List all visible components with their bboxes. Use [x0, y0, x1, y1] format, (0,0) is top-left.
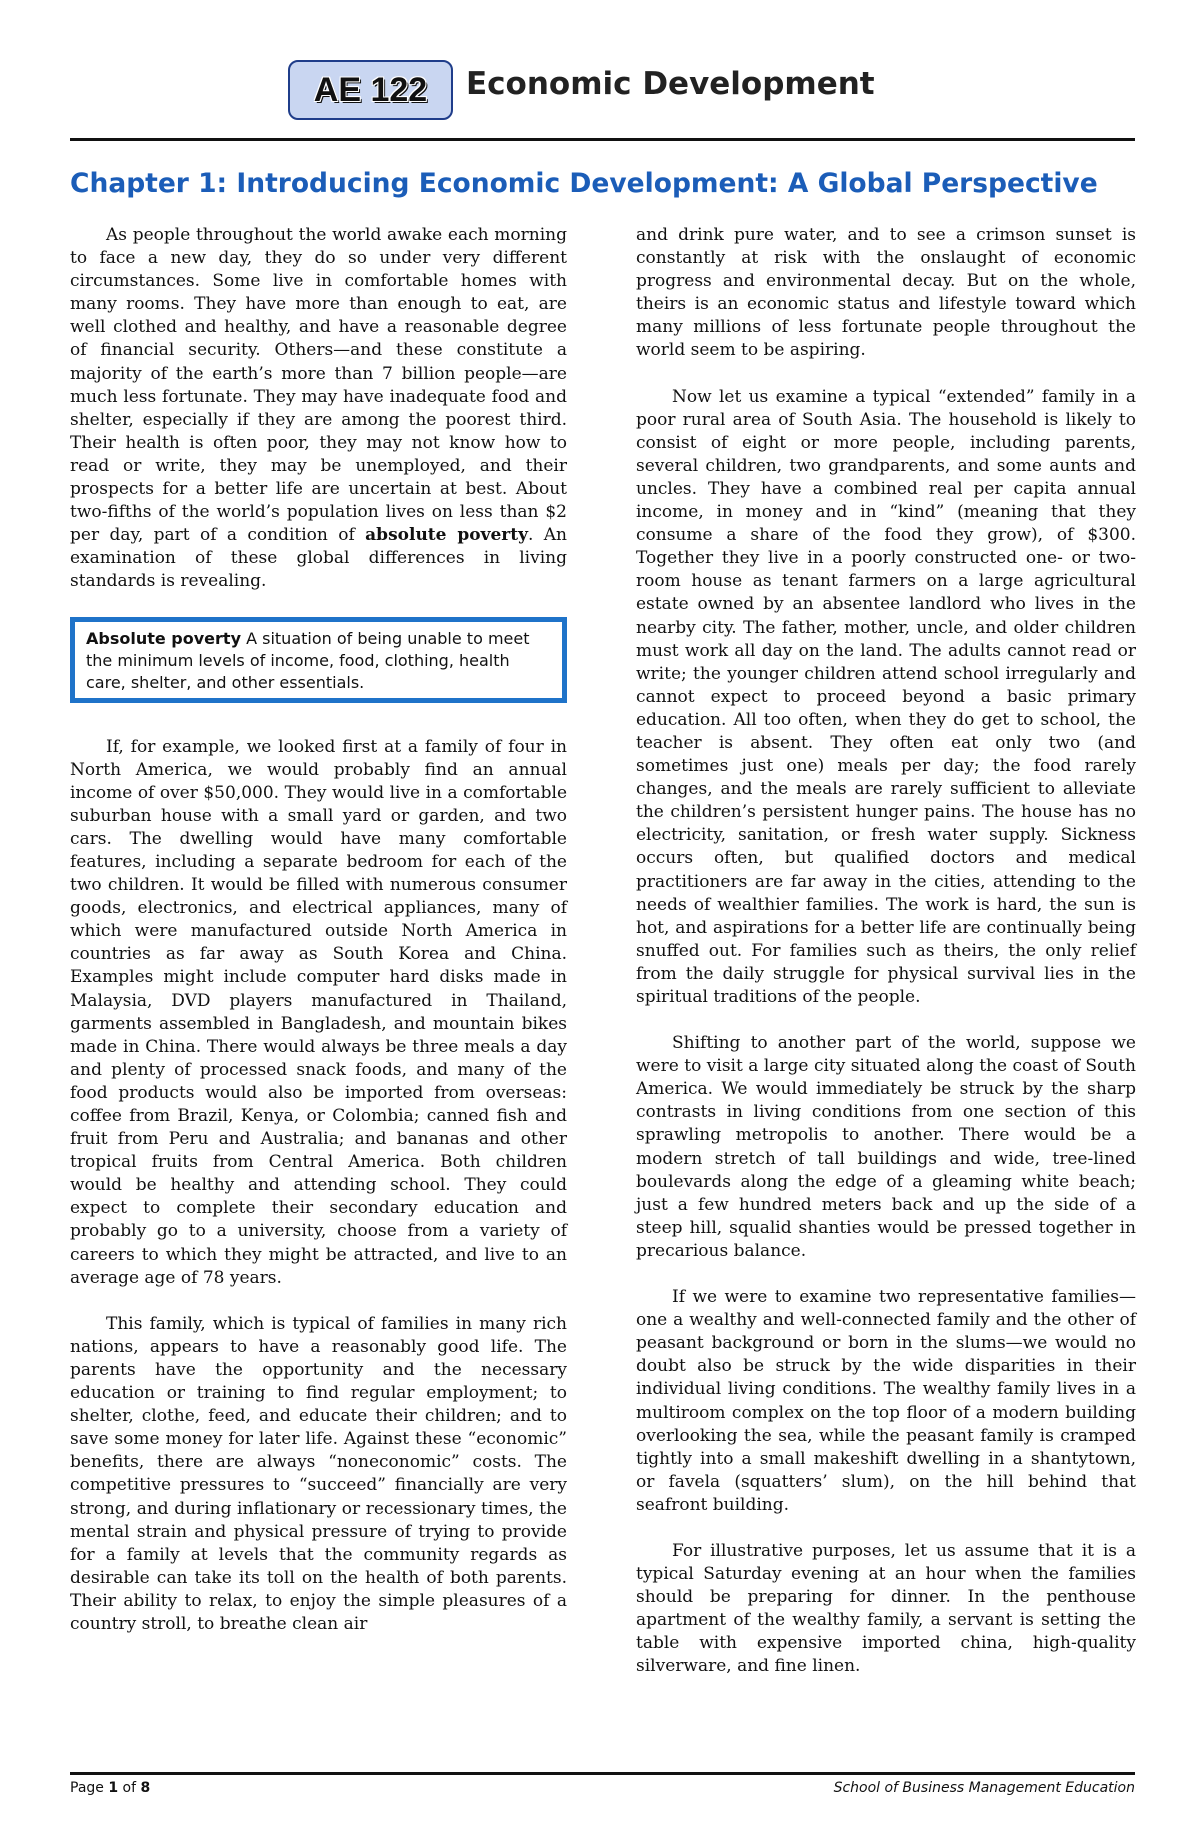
paragraph-continuation: and drink pure water, and to see a crimson sunset is constantly at risk with the onslaught of economic progress and environmental decay. But on the whole, theirs is an economic status and lifestyle toward which many millions of less fortunate people throughout the world seem to be aspiring.	[636, 225, 1136, 361]
school-name: School of Business Management Education	[833, 1780, 1135, 1796]
page-header	[70, 60, 1135, 140]
paragraph-two-families: If we were to examine two representative families—one a wealthy and well-connected family and the other of peasant background or born in the slums—we would no doubt also be struck by the wide disparities in their individual living conditions. The wealthy family lives in a multiroom complex on the top floor of a modern building overlooking the sea, while the peasant family is cramped tightly into a small makeshift dwelling in a shantytown, or favela (squatters’ slum), on the hill behind that seafront building.	[636, 1287, 1136, 1515]
page-total: 8	[140, 1780, 151, 1796]
key-term-absolute-poverty: absolute poverty	[365, 525, 528, 546]
header-divider	[70, 138, 1135, 141]
paragraph-north-america: If, for example, we looked first at a family of four in North America, we would probably find an annual income of over $50,000. They would live in a comfortable suburban house with a small yard or garden, and two cars. The dwelling would have many comfortable features, including a separate bedroom for each of the two children. It would be filled with numerous consumer goods, electronics, and electrical appliances, many of which were manufactured outside North America in countries as far away as South Korea and China. Examples might include computer hard disks made in Malaysia, DVD players manufactured in Thailand, garments assembled in Bangladesh, and mountain bikes made in China. There would always be three meals a day and plenty of processed snack foods, and many of the food products would also be imported from overseas: coffee from Brazil, Kenya, or Colombia; canned fish and fruit from Peru and Australia; and bananas and other tropical fruits from Central America. Both children would be healthy and attending school. They could expect to complete their secondary education and probably go to a university, choose from a variety of careers to which they might be attracted, and live to an average age of 78 years.	[70, 736, 567, 1288]
definition-box	[70, 617, 567, 703]
page-prefix: Page	[70, 1780, 109, 1796]
paragraph-intro-text: As people throughout the world awake each morning to face a new day, they do so under very different circumstances. Some live in comfortable homes with many rooms. They have more than enough to eat, are well clothed and healthy, and have a reasonable degree of financial security. Others—and these constitute a majority of the earth’s more than 7 billion people—are much less fortunate. They may have inadequate food and shelter, especially if they are among the poorest third. Their health is often poor, they may not know how to read or write, they may be unemployed, and their prospects for a better life are uncertain at best. About two-fifths of the world’s population lives on less than $2 per day, part of a condition of	[70, 225, 567, 546]
definition-text: A situation of being unable to meet the minimum levels of income, food, clothing, health care, shelter, and other essentials.	[86, 628, 530, 692]
page-of: of	[118, 1780, 141, 1796]
right-column	[636, 224, 1136, 1702]
paragraph-rich-family: This family, which is typical of families in many rich nations, appears to have a reasonably good life. The parents have the opportunity and the necessary education or training to find regular employment; to shelter, clothe, feed, and educate their children; and to save some money for later life. Against these “economic” benefits, there are always “noneconomic” costs. The competitive pressures to “succeed” financially are very strong, and during inflationary or recessionary times, the mental strain and physical pressure of trying to provide for a family at levels that the community regards as desirable can take its toll on the health of both parents. Their ability to relax, to enjoy the simple pleasures of a country stroll, to breathe clean air	[70, 1313, 567, 1634]
left-column	[70, 224, 567, 1659]
paragraph-intro	[70, 224, 567, 594]
paragraph-intro-end: . An examination of these global differences in living standards is revealing.	[70, 525, 567, 592]
course-code: AE 122	[313, 70, 428, 109]
paragraph-south-asia: Now let us examine a typical “extended” family in a poor rural area of South Asia. The household is likely to consist of eight or more people, including parents, several children, two grandparents, and some aunts and uncles. They have a combined real per capita annual income, in money and in “kind” (meaning that they consume a share of the food they grow), of $300. Together they live in a poorly constructed one- or two-room house as tenant farmers on a large agricultural estate owned by an absentee landlord who lives in the nearby city. The father, mother, uncle, and older children must work all day on the land. The adults cannot read or write; the younger children attend school irregularly and cannot expect to proceed beyond a basic primary education. All too often, when they do get to school, the teacher is absent. They often eat only two (and sometimes just one) meals per day; the food rarely changes, and the meals are rarely sufficient to alleviate the children’s persistent hunger pains. The house has no electricity, sanitation, or fresh water supply. Sickness occurs often, but qualified doctors and medical practitioners are far away in the cities, attending to the needs of wealthier families. The work is hard, the sun is hot, and aspirations for a better life are continually being snuffed out. For families such as theirs, the only relief from the daily struggle for physical survival lies in the spiritual traditions of the people.	[636, 386, 1136, 1007]
paragraph-saturday-evening: For illustrative purposes, let us assume that it is a typical Saturday evening at an hour when the families should be preparing for dinner. In the penthouse apartment of the wealthy family, a servant is setting the table with expensive imported china, high-quality silverware, and fine linen.	[636, 1540, 1136, 1677]
chapter-title: Chapter 1: Introducing Economic Development: A Global Perspective	[70, 168, 1098, 199]
page-number	[70, 1780, 150, 1796]
paragraph-south-america: Shifting to another part of the world, suppose we were to visit a large city situated along the coast of South America. We would immediately be struck by the sharp contrasts in living conditions from one section of this sprawling metropolis to another. There would be a modern stretch of tall buildings and wide, tree-lined boulevards along the edge of a gleaming white beach; just a few hundred meters back and up the side of a steep hill, squalid shanties would be pressed together in precarious balance.	[636, 1033, 1136, 1261]
definition-term: Absolute poverty	[86, 628, 241, 648]
course-title: Economic Development	[466, 66, 875, 102]
course-code-badge	[288, 60, 453, 120]
footer-divider	[70, 1772, 1135, 1775]
page-current: 1	[108, 1780, 119, 1796]
